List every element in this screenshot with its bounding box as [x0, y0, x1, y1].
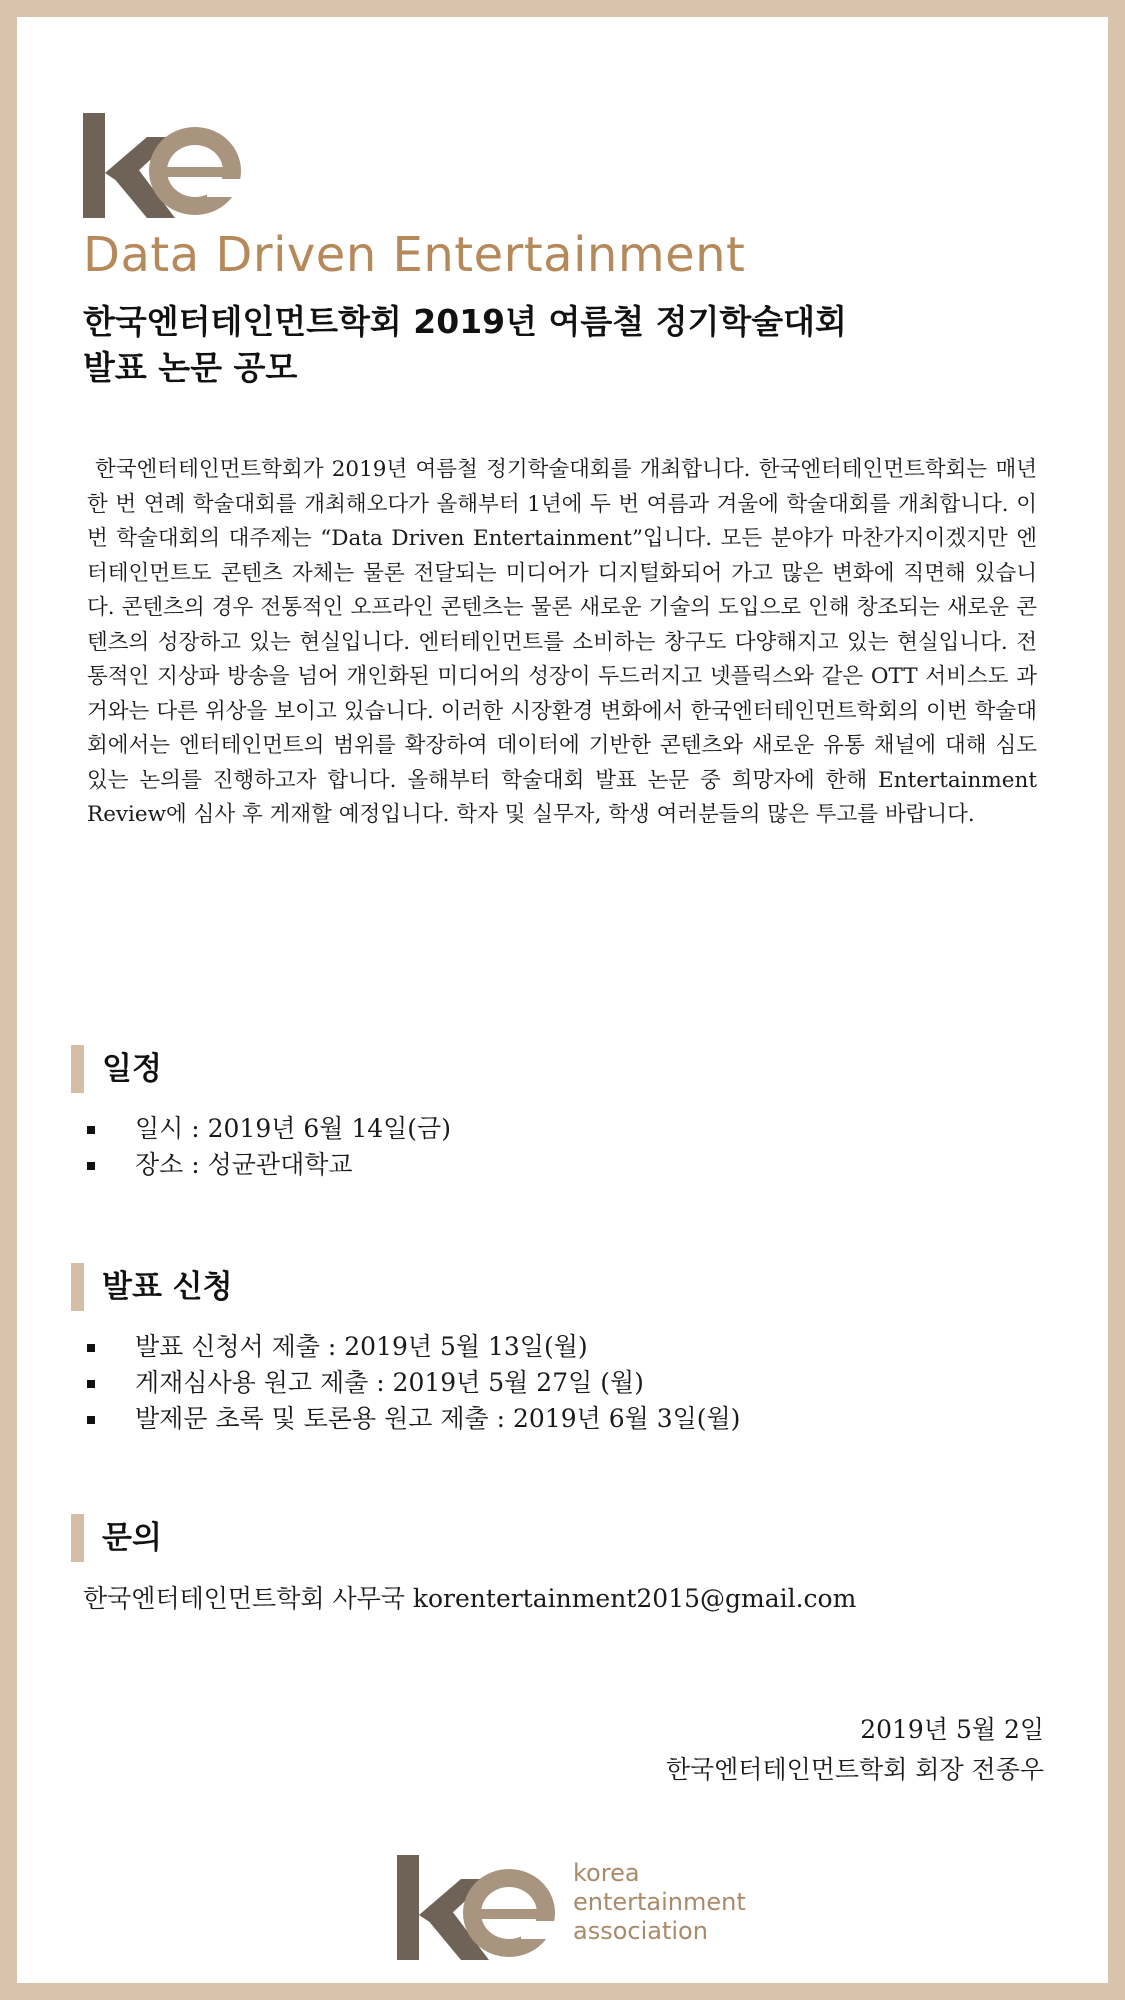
schedule-list: [83, 1111, 451, 1183]
poster-page: [17, 17, 1108, 1983]
list-item: 발제문 초록 및 토론용 원고 제출 : 2019년 6월 3일(월): [83, 1401, 740, 1437]
subtitle-en: Data Driven Entertainment: [83, 227, 746, 283]
contact-info: 한국엔터테인먼트학회 사무국 korentertainment2015@gmail.com: [83, 1584, 857, 1613]
page-title: [83, 299, 1043, 391]
signoff-signer: 한국엔터테인먼트학회 회장 전종우: [665, 1755, 1044, 1784]
application-list: [83, 1329, 740, 1437]
section-heading-inquiry: 문의: [71, 1514, 162, 1562]
kea-logo-icon: [397, 1855, 557, 1960]
association-line: korea: [573, 1859, 640, 1887]
kea-logo-icon: [83, 113, 243, 218]
list-item: 장소 : 성균관대학교: [83, 1147, 451, 1183]
section-heading-schedule: 일정: [71, 1045, 162, 1093]
title-line-1: 한국엔터테인먼트학회 2019년 여름철 정기학술대회: [83, 302, 847, 341]
association-name: [573, 1859, 746, 1946]
list-item: 일시 : 2019년 6월 14일(금): [83, 1111, 451, 1147]
intro-paragraph: 한국엔터테인먼트학회가 2019년 여름철 정기학술대회를 개최합니다. 한국엔터테인먼트학회는 매년 한 번 연례 학술대회를 개최해오다가 올해부터 1년에 두 번 여름과 겨울에 학술대회를 개최합니다. 이번 학술대회의 대주제는 “Data Driven Entertainment”입니다. 모든 분야가 마찬가지이겠지만 엔터테인먼트도 콘텐츠 자체는 물론 전달되는 미디어가 디지털화되어 가고 많은 변화에 직면해 있습니다. 콘텐츠의 경우 전통적인 오프라인 콘텐츠는 물론 새로운 기술의 도입으로 인해 창조되는 새로운 콘텐츠의 성장하고 있는 현실입니다. 엔터테인먼트를 소비하는 창구도 다양해지고 있는 현실입니다. 전통적인 지상파 방송을 넘어 개인화된 미디어의 성장이 두드러지고 넷플릭스와 같은 OTT 서비스도 과거와는 다른 위상을 보이고 있습니다. 이러한 시장환경 변화에서 한국엔터테인먼트학회의 이번 학술대회에서는 엔터테인먼트의 범위를 확장하여 데이터에 기반한 콘텐츠와 새로운 유통 채널에 대해 심도 있는 논의를 진행하고자 합니다. 올해부터 학술대회 발표 논문 중 희망자에 한해 Entertainment Review에 심사 후 게재할 예정입니다. 학자 및 실무자, 학생 여러분들의 많은 투고를 바랍니다.: [87, 457, 1037, 827]
title-line-2: 발표 논문 공모: [83, 348, 298, 387]
section-heading-application: 발표 신청: [71, 1263, 233, 1311]
list-item: 발표 신청서 제출 : 2019년 5월 13일(월): [83, 1329, 740, 1365]
signoff: [666, 1710, 1044, 1790]
association-line: entertainment: [573, 1888, 746, 1916]
list-item: 게재심사용 원고 제출 : 2019년 5월 27일 (월): [83, 1365, 740, 1401]
signoff-date: 2019년 5월 2일: [860, 1715, 1044, 1744]
association-line: association: [573, 1917, 708, 1945]
